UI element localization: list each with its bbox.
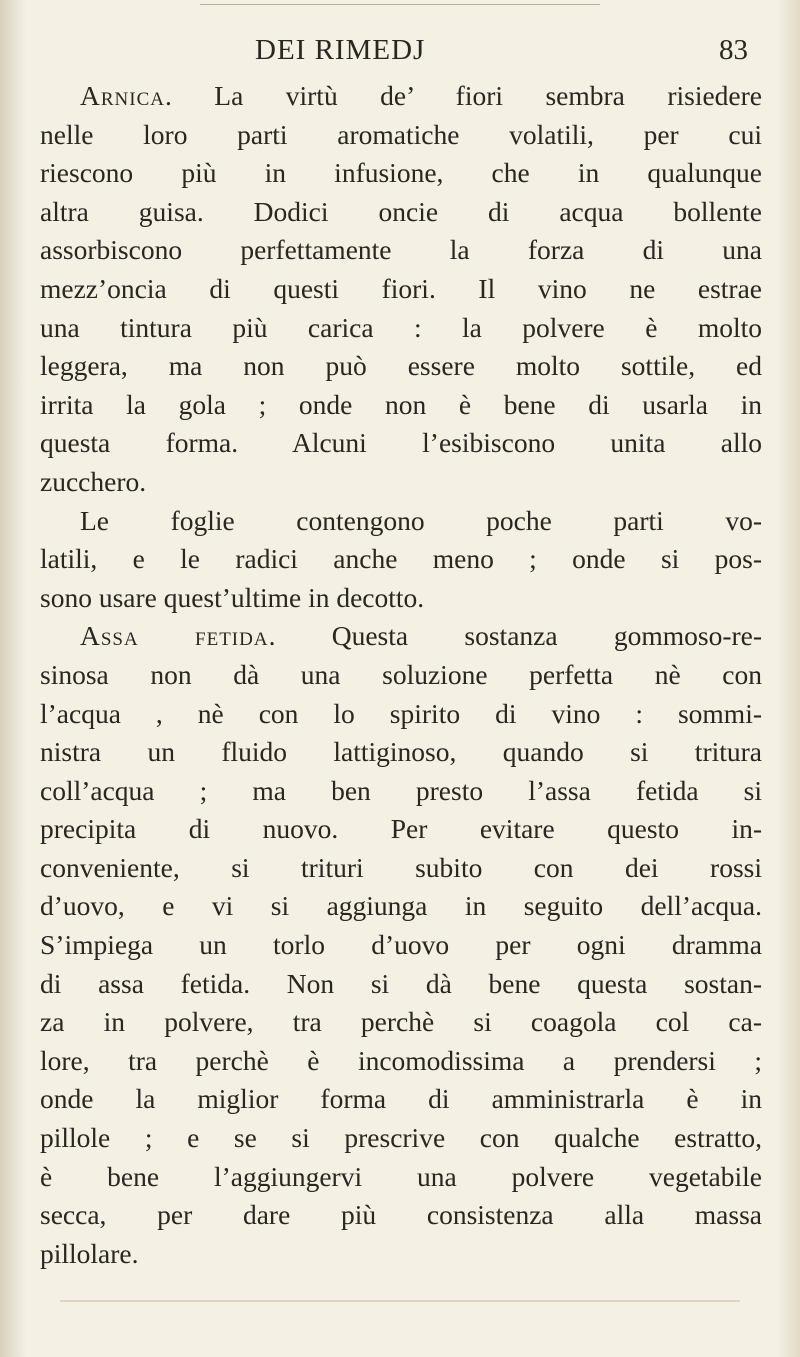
text-line: mezz’oncia di questi fiori. Il vino ne estrae	[40, 272, 762, 304]
entry-term-assa: Assa	[80, 620, 139, 652]
text-line: pillolare.	[40, 1237, 139, 1269]
text-line: lore, tra perchè è incomodissima a prendersi ;	[40, 1044, 762, 1076]
text-line: irrita la gola ; onde non è bene di usarla in	[40, 388, 762, 420]
text-line: zucchero.	[40, 465, 147, 497]
text-line: nelle loro parti aromatiche volatili, per cui	[40, 118, 762, 150]
text-line: Le foglie contengono poche parti vo-	[80, 504, 762, 536]
page-edge-shadow-right	[776, 0, 800, 1357]
entry-term-fetida: fetida	[195, 620, 269, 652]
text-line: coll’acqua ; ma ben presto l’assa fetida si	[40, 774, 762, 806]
text-line: onde la miglior forma di amministrarla è in	[40, 1083, 762, 1115]
page-edge-shadow-left	[0, 0, 26, 1357]
entry-term-arnica: Arnica	[80, 80, 165, 111]
text-line: questa forma. Alcuni l’esibiscono unita allo	[40, 427, 762, 459]
text-line: è bene l’aggiungervi una polvere vegetabile	[40, 1160, 762, 1192]
bottom-page-mark	[60, 1300, 740, 1302]
page-number: 83	[719, 34, 748, 66]
text-line: Assa fetida. Questa sostanza gommoso-re-	[80, 620, 763, 652]
text-line: precipita di nuovo. Per evitare questo in-	[40, 813, 762, 845]
text-line: conveniente, si trituri subito con dei rossi	[40, 851, 762, 883]
text-line: latili, e le radici anche meno ; onde si pos-	[40, 543, 762, 575]
top-edge-mark	[200, 4, 600, 5]
text-line: una tintura più carica : la polvere è molto	[40, 311, 762, 343]
text-line: d’uovo, e vi si aggiunga in seguito dell’acqua.	[40, 890, 762, 922]
text-line: Arnica. La virtù de’ fiori sembra risiedere	[80, 80, 762, 111]
text-line: secca, per dare più consistenza alla massa	[40, 1199, 762, 1231]
running-title: DEI RIMEDJ	[255, 34, 426, 66]
text-line: S’impiega un torlo d’uovo per ogni dramma	[40, 929, 762, 961]
text-line: za in polvere, tra perchè si coagola col ca-	[40, 1006, 762, 1038]
text-line: pillole ; e se si prescrive con qualche estratto,	[40, 1122, 762, 1154]
page-header	[30, 34, 768, 74]
text-line: sinosa non dà una soluzione perfetta nè con	[40, 658, 762, 690]
text-line: altra guisa. Dodici oncie di acqua bollente	[40, 195, 762, 227]
text-line: assorbiscono perfettamente la forza di una	[40, 234, 762, 266]
text-line: leggera, ma non può essere molto sottile, ed	[40, 350, 762, 382]
text-line: nistra un fluido lattiginoso, quando si tritura	[40, 736, 762, 768]
text-line: l’acqua , nè con lo spirito di vino : sommi-	[40, 697, 762, 729]
text-line: riescono più in infusione, che in qualunque	[40, 157, 762, 189]
text-line: sono usare quest’ultime in decotto.	[40, 581, 425, 613]
body-text	[40, 77, 762, 1273]
text-line: di assa fetida. Non si dà bene questa sostan-	[40, 967, 762, 999]
